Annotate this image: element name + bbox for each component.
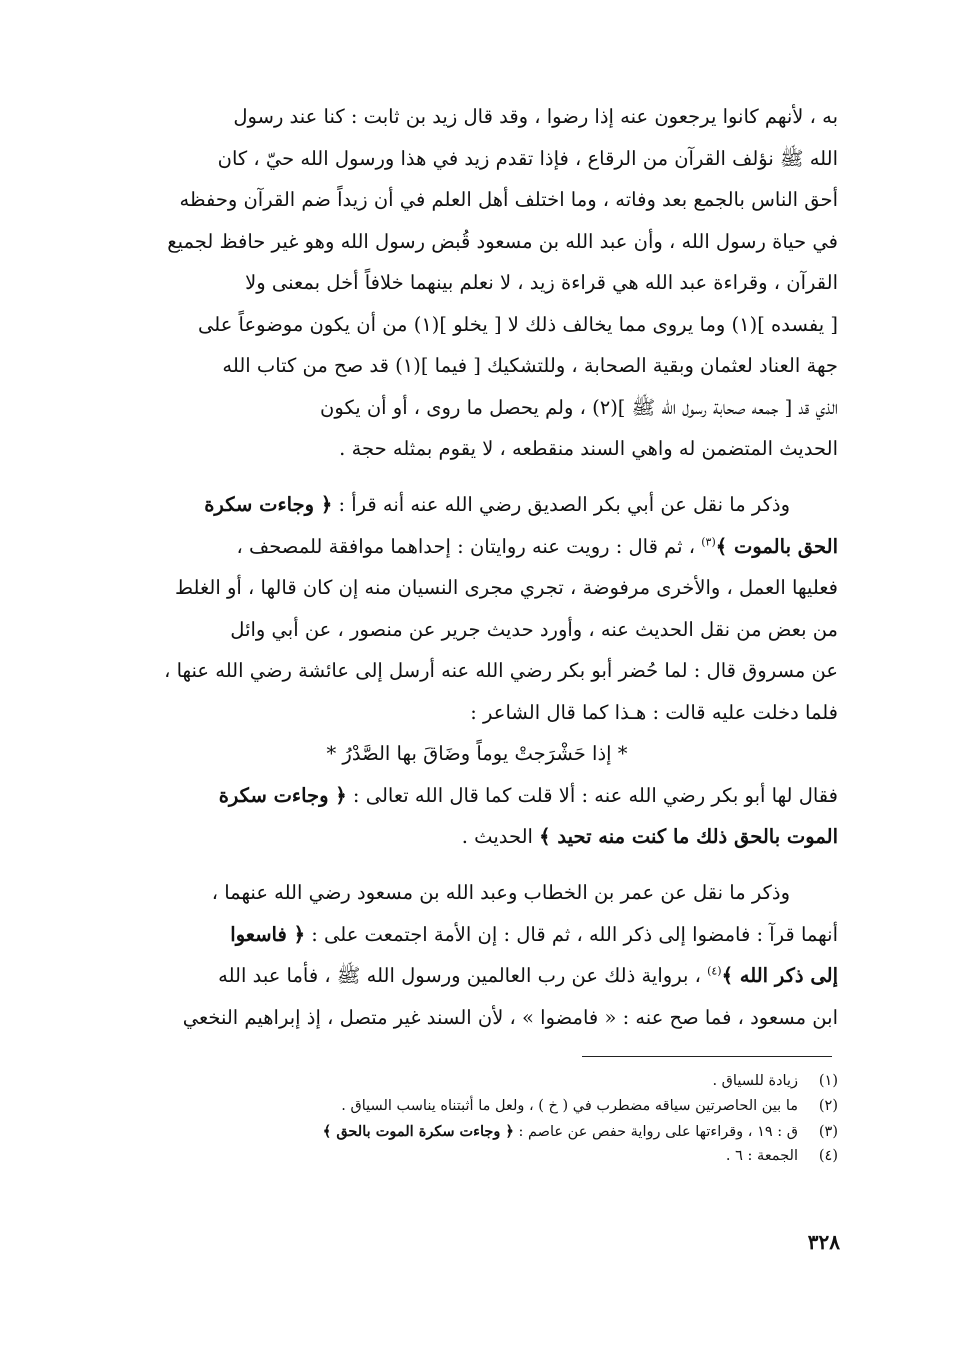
text-line: [116, 484, 838, 526]
footnote-text: الجمعة : ٦ .: [725, 1148, 798, 1164]
quran-quote: ﴿ فاسعوا: [230, 922, 306, 946]
text-line: الحديث المتضمن له واهي السند منقطعه ، لا يقوم بمثله حجة .: [339, 437, 838, 460]
quran-quote: الموت بالحق ذلك ما كنت منه تحيد ﴾: [539, 825, 838, 848]
footnotes: [116, 1069, 838, 1169]
footnote-ref: (٣): [701, 535, 716, 548]
footnote-number: (٢): [818, 1098, 838, 1114]
text-run: أنهما قرآ : فامضوا إلى ذكر الله ، ثم قال : إن الأمة اجتمعت على :: [305, 922, 838, 946]
footnote-item: [116, 1069, 838, 1094]
text-line: [116, 526, 838, 568]
paragraph-1: [116, 96, 838, 470]
paragraph-2: [116, 484, 838, 858]
quran-quote: ﴿ وجاءت سكرة: [204, 493, 333, 516]
text-line: الذي قد [ جمعه صحابة رسول الله ﷺ ](٢) ، ولم يحصل ما روى ، أو أن يكون: [320, 395, 838, 419]
text-line: [ يفسده ](١) وما يروى مما يخالف ذلك لا [ يخلو ](١) من أن يكون موضوعاً على: [198, 312, 838, 336]
text-line: فلما دخلت عليه قالت : هـذا كما قال الشاعر :: [470, 700, 838, 724]
footnote-text: زيادة للسياق .: [712, 1073, 798, 1089]
text-line: [116, 775, 838, 817]
footnote-number: (٣): [818, 1124, 838, 1140]
text-line: فعليها العمل ، والأخرى مرفوضة ، تجري مجرى النسيان منه إن كان قالها ، أو الغلط: [175, 576, 838, 599]
text-line: جهة العناد لعثمان وبقية الصحابة ، وللتشكيك [ فيما ](١) قد صح من كتاب الله: [222, 354, 838, 377]
footnote-item: [116, 1119, 838, 1144]
text-run: الحديث .: [461, 825, 540, 848]
quran-quote: الحق بالموت ﴾: [715, 534, 838, 558]
footnote-ref: (٤): [707, 964, 722, 978]
text-run: ، برواية ذلك عن رب العالمين ورسول الله ﷺ ، فأما عبد الله: [218, 964, 708, 987]
footnote-number: (٤): [818, 1148, 838, 1164]
text-line: أحق الناس بالجمع بعد وفاته ، وما اختلف أهل العلم في أن زيداً ضم القرآن وحفظه: [179, 188, 838, 211]
paragraph-3: [116, 872, 838, 1038]
footnote-item: [116, 1094, 838, 1119]
text-line: من بعض من نقل الحديث عنه ، وأورد حديث جرير عن منصور ، عن أبي وائل: [230, 617, 838, 641]
text-line: في حياة رسول الله ، وأن عبد الله بن مسعود قُبض رسول الله وهو غير حافظ لجميع: [167, 229, 838, 253]
text-line: وذكر ما نقل عن عمر بن الخطاب وعبد الله بن مسعود رضي الله عنهما ،: [211, 881, 790, 904]
footnote-item: [116, 1144, 838, 1169]
quran-quote: إلى ذكر الله ﴾: [721, 964, 838, 987]
text-line: ابن مسعود ، فما صح عنه : « فامضوا » ، لأن السند غير متصل ، إذ إبراهيم النخعي: [182, 1005, 838, 1029]
text-line: به ، لأنهم كانوا يرجعون عنه إذا رضوا ، وقد قال زيد بن ثابت : كنا عند رسول: [233, 105, 838, 128]
text-line: الله ﷺ نؤلف القرآن من الرقاع ، فإذا تقدم زيد في هذا ورسول الله حيّ ، كان: [217, 146, 838, 170]
poetry-verse: * إذا حَشْرَجتْ يوماً وضَاقَ بها الصَّدْرُ *: [326, 742, 628, 765]
text-run: فقال لها أبو بكر رضي الله عنه : ألا قلت كما قال الله تعالى :: [346, 783, 838, 807]
text-line: عن مسروق قال : لما حُضر أبو بكر رضي الله عنه أرسل إلى عائشة رضي الله عنها ،: [164, 659, 838, 682]
text-run: وذكر ما نقل عن أبي بكر الصديق رضي الله عنه أنه قرأ :: [332, 493, 790, 516]
text-run: ، ثم قال : رويت عنه روايتان : إحداهما موافقة للمصحف ،: [236, 534, 702, 558]
footnote-divider: [582, 1056, 832, 1057]
text-line: القرآن ، وقراءة عبد الله هي قراءة زيد ، لا نعلم بينهما خلافاً أخل بمعنى ولا: [245, 271, 838, 294]
page-number: ٣٢٨: [807, 1230, 840, 1254]
quran-quote: ﴿ وجاءت سكرة: [218, 783, 347, 807]
footnote-text: ما بين الحاصرتين سياقه مضطرب في ( خ ) ، ولعل ما أثبتناه يناسب السياق .: [341, 1098, 798, 1114]
footnote-text: ق : ١٩ ، وقراءتها على رواية حفص عن عاصم :: [513, 1124, 798, 1140]
quran-quote: ﴿ وجاءت سكرة الموت بالحق ﴾: [322, 1123, 514, 1140]
text-line: [116, 955, 838, 997]
text-line: [116, 914, 838, 956]
text-line: [116, 816, 838, 858]
footnote-number: (١): [818, 1073, 838, 1089]
